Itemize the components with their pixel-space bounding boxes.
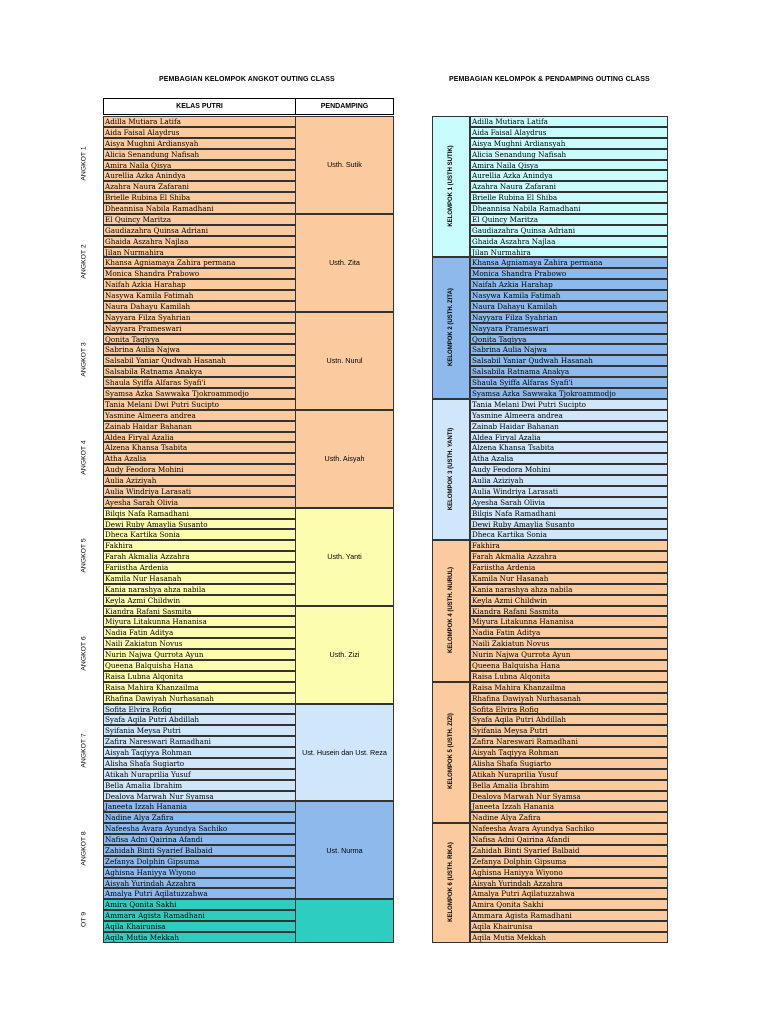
pendamping-block [295,508,394,606]
student-name-cell: Naura Dahayu Kamilah [470,301,668,312]
student-name-cell: Nadine Alya Zafira [103,812,296,823]
student-name-cell: Aisya Mughni Ardiansyah [470,138,668,149]
student-name-cell: Kiandra Rafani Sasmita [470,606,668,617]
student-name-cell: Kamila Nur Hasanah [103,573,296,584]
student-name-cell: Nasywa Kamila Fatimah [103,290,296,301]
angkot-label: ANGKOT 6 [80,635,88,671]
student-name-cell: Aida Faisal Alaydrus [470,127,668,138]
student-name-cell: Alisha Shafa Sugiarto [470,758,668,769]
pendamping-block [295,214,394,312]
student-name-cell: Dewi Ruby Amaylia Susanto [470,519,668,530]
student-name-cell: Zahidah Binti Syarief Balbaid [470,845,668,856]
student-name-cell: Kiandra Rafani Sasmita [103,606,296,617]
student-name-cell: Fakhira [470,540,668,551]
student-name-cell: Farah Akmalia Azzahra [470,551,668,562]
student-name-cell: Nafeesha Avara Ayundya Sachiko [103,823,296,834]
kelompok-label: KELOMPOK 4 (USTH. NURUL) [448,567,454,654]
student-name-cell: Amira Naila Qisya [103,160,296,171]
pendamping-block [295,899,394,943]
student-name-cell: Rhafina Dawiyah Nurhasanah [470,693,668,704]
student-name-cell: Miyura Litakunna Hananisa [470,616,668,627]
student-name-cell: Azahra Naura Zafarani [470,181,668,192]
pendamping-header: PENDAMPING [295,98,394,115]
student-name-cell: Miyura Litakunna Hananisa [103,616,296,627]
student-name-cell: Kamila Nur Hasanah [470,573,668,584]
left-table-title: PEMBAGIAN KELOMPOK ANGKOT OUTING CLASS [159,76,335,83]
student-name-cell: Aisyah Taqiyya Rohman [103,747,296,758]
student-name-cell: Brielle Rubina El Shiba [470,192,668,203]
student-name-cell: Aida Faisal Alaydrus [103,127,296,138]
student-name-cell: Aghisna Haniyya Wiyono [470,867,668,878]
student-name-cell: Nayyara Prameswari [470,323,668,334]
student-name-cell: Zefanya Dolphin Gipsuma [470,856,668,867]
student-name-cell: Dealova Marwah Nur Syamsa [470,791,668,802]
student-name-cell: Shaula Syiffa Alfaras Syafi'i [103,377,296,388]
student-name-cell: Brielle Rubina El Shiba [103,192,296,203]
student-name-cell: Bella Amalia Ibrahim [470,780,668,791]
angkot-label: ANGKOT 5 [80,538,88,573]
student-name-cell: Salsabila Ratnama Anakya [470,366,668,377]
student-name-cell: Naifah Azkia Harahap [470,279,668,290]
student-name-cell: Dheca Kartika Sonia [103,529,296,540]
student-name-cell: Raisa Lubna Alqonita [103,671,296,682]
student-name-cell: Atha Azalia [470,453,668,464]
student-name-cell: Nadia Fatin Aditya [103,627,296,638]
student-name-cell: Aldea Firyal Azalia [103,432,296,443]
angkot-label: ANGKOT 2 [80,244,88,279]
student-name-cell: Raisa Mahira Khanzailma [103,682,296,693]
student-name-cell: Alisha Shafa Sugiarto [103,758,296,769]
student-name-cell: Alzena Khansa Tsabita [103,442,296,453]
angkot-label: ANGKOT 4 [80,440,88,475]
student-name-cell: Aisyah Yurindah Azzahra [470,878,668,889]
student-name-cell: Adilla Mutiara Latifa [470,116,668,127]
pendamping-block [295,116,394,214]
student-name-cell: Ammara Agista Ramadhani [470,910,668,921]
student-name-cell: Nurin Najwa Qurrota Ayun [470,649,668,660]
pendamping-name: Usth. Zita [329,258,360,268]
student-name-cell: Ghaida Aszahra Najlaa [103,236,296,247]
student-name-cell: Zefanya Dolphin Gipsuma [103,856,296,867]
student-name-cell: Aisyah Taqiyya Rohman [470,747,668,758]
student-name-cell: Gaudiazahra Quinsa Adriani [103,225,296,236]
student-name-cell: Ammara Agista Ramadhani [103,910,296,921]
student-name-cell: Jilan Nurmahira [103,247,296,258]
pendamping-block [295,606,394,704]
pendamping-block [295,312,394,410]
student-name-cell: Alicia Senandung Nafisah [470,149,668,160]
student-name-cell: Amira Naila Qisya [470,160,668,171]
angkot-label: ANGKOT 3 [80,342,88,377]
student-name-cell: Syifania Meysa Putri [470,725,668,736]
student-name-cell: Kania narashya ahza nabila [470,584,668,595]
angkot-label: ANGKOT 7 [80,733,88,769]
student-name-cell: Nayyara Filza Syahrian [103,312,296,323]
student-name-cell: Gaudiazahra Quinsa Adriani [470,225,668,236]
student-name-cell: Tania Melani Dwi Putri Sucipto [470,399,668,410]
student-name-cell: Monica Shandra Prabowo [103,268,296,279]
pendamping-block [295,704,394,802]
student-name-cell: Amira Qonita Sakhi [103,899,296,910]
student-name-cell: Fariistha Ardenia [103,562,296,573]
student-name-cell: Zahidah Binti Syarief Balbaid [103,845,296,856]
student-name-cell: Ghaida Aszahra Najlaa [470,236,668,247]
student-name-cell: Zafira Nareswari Ramadhani [470,736,668,747]
student-name-cell: Tania Melani Dwi Putri Sucipto [103,399,296,410]
angkot-label: ANGKOT 8 [80,831,88,867]
student-name-cell: Aqila Khairunisa [470,921,668,932]
kelas-putri-header: KELAS PUTRI [103,98,296,115]
pendamping-name: Usth. Yanti [327,552,362,562]
student-name-cell: Aqila Mutia Mekkah [470,932,668,943]
student-name-cell: Nurin Najwa Qurrota Ayun [103,649,296,660]
student-name-cell: Nasywa Kamila Fatimah [470,290,668,301]
student-name-cell: Raisa Lubna Alqonita [470,671,668,682]
student-name-cell: Ayesha Sarah Olivia [103,497,296,508]
student-name-cell: Aulia Aziziyah [470,475,668,486]
student-name-cell: Syafa Aqila Putri Abdillah [470,714,668,725]
student-name-cell: Keyla Azmi Childwin [470,595,668,606]
student-name-cell: Kania narashya ahza nabila [103,584,296,595]
student-name-cell: Nafisa Adni Qairina Afandi [470,834,668,845]
student-name-cell: Queena Balquisha Hana [470,660,668,671]
kelompok-label: KELOMPOK 1 (USTH SUTIK) [448,145,454,227]
student-name-cell: Qonita Taqiyya [470,334,668,345]
pendamping-name: Usth. Zizi [329,650,360,660]
pendamping-name: Ust. Husein dan Ust. Reza [302,747,387,757]
student-name-cell: Yasmine Almeera andrea [470,410,668,421]
student-name-cell: Shaula Syiffa Alfaras Syafi'i [470,377,668,388]
student-name-cell: Queena Balquisha Hana [103,660,296,671]
student-name-cell: Audy Feodora Mohini [103,464,296,475]
student-name-cell: Janeeta Izzah Hanania [103,801,296,812]
student-name-cell: Janeeta Izzah Hanania [470,801,668,812]
student-name-cell: Yasmine Almeera andrea [103,410,296,421]
student-name-cell: Aulia Windriya Larasati [103,486,296,497]
student-name-cell: Naifah Azkia Harahap [103,279,296,290]
student-name-cell: Alzena Khansa Tsabita [470,442,668,453]
student-name-cell: Keyla Azmi Childwin [103,595,296,606]
student-name-cell: Aqila Mutia Mekkah [103,932,296,943]
student-name-cell: Syamsa Azka Sawwaka Tjokroammodjo [103,388,296,399]
pendamping-block [295,801,394,899]
student-name-cell: Dheannisa Nabila Ramadhani [103,203,296,214]
student-name-cell: Khansa Agniamaya Zahira permana [103,257,296,268]
student-name-cell: Jilan Nurmahira [470,247,668,258]
student-name-cell: Atha Azalia [103,453,296,464]
student-name-cell: Alicia Senandung Nafisah [103,149,296,160]
pendamping-name: Ustn. Nurul [326,356,363,366]
student-name-cell: Syafa Aqila Putri Abdillah [103,714,296,725]
student-name-cell: Amalya Putri Aqilatuzzahwa [470,888,668,899]
pendamping-name: Ust. Nurma [326,845,363,855]
student-name-cell: Adilla Mutiara Latifa [103,116,296,127]
student-name-cell: Aisya Mughni Ardiansyah [103,138,296,149]
student-name-cell: Nafeesha Avara Ayundya Sachiko [470,823,668,834]
student-name-cell: Nadia Fatin Aditya [470,627,668,638]
student-name-cell: Qonita Taqiyya [103,334,296,345]
pendamping-name: Usth. Sutik [327,160,362,170]
student-name-cell: Dealova Marwah Nur Syamsa [103,791,296,802]
student-name-cell: Dheannisa Nabila Ramadhani [470,203,668,214]
student-name-cell: Bella Amalia Ibrahim [103,780,296,791]
student-name-cell: Amalya Putri Aqilatuzzahwa [103,888,296,899]
student-name-cell: Rhafina Dawiyah Nurhasanah [103,693,296,704]
student-name-cell: Syifania Meysa Putri [103,725,296,736]
student-name-cell: Farah Akmalia Azzahra [103,551,296,562]
student-name-cell: Dheca Kartika Sonia [470,529,668,540]
student-name-cell: Nayyara Prameswari [103,323,296,334]
student-name-cell: Aulia Windriya Larasati [470,486,668,497]
right-table-title: PEMBAGIAN KELOMPOK & PENDAMPING OUTING CLASS [449,76,650,83]
student-name-cell: Nadine Alya Zafira [470,812,668,823]
student-name-cell: El Quincy Maritza [103,214,296,225]
kelompok-label: KELOMPOK 6 (USTH. RIKA) [448,842,454,922]
pendamping-name: Usth. Aisyah [324,454,365,464]
student-name-cell: Amira Qonita Sakhi [470,899,668,910]
kelompok-label: KELOMPOK 5 (USTH. ZIZI) [448,713,454,790]
student-name-cell: Zainab Haidar Bahanan [470,421,668,432]
student-name-cell: Zafira Nareswari Ramadhani [103,736,296,747]
student-name-cell: Sabrina Aulia Najwa [103,344,296,355]
student-name-cell: Nayyara Filza Syahrian [470,312,668,323]
student-name-cell: Salsabil Yaniar Qudwah Hasanah [103,355,296,366]
student-name-cell: Khansa Agniamaya Zahira permana [470,257,668,268]
student-name-cell: Bilqis Nafa Ramadhani [103,508,296,519]
student-name-cell: Naili Zakiatun Novus [470,638,668,649]
student-name-cell: Aldea Firyal Azalia [470,432,668,443]
student-name-cell: Zainab Haidar Bahanan [103,421,296,432]
student-name-cell: Raisa Mahira Khanzailma [470,682,668,693]
kelompok-label: KELOMPOK 2 (USTH. ZITA) [448,288,454,367]
student-name-cell: Azahra Naura Zafarani [103,181,296,192]
student-name-cell: Aulia Aziziyah [103,475,296,486]
student-name-cell: Salsabil Yaniar Qudwah Hasanah [470,355,668,366]
student-name-cell: Fakhira [103,540,296,551]
student-name-cell: Sofita Elvira Rofiq [103,704,296,715]
student-name-cell: Monica Shandra Prabowo [470,268,668,279]
student-name-cell: Fariistha Ardenia [470,562,668,573]
student-name-cell: Salsabila Ratnama Anakya [103,366,296,377]
student-name-cell: Aurellia Azka Anindya [470,170,668,181]
student-name-cell: Sofita Elvira Rofiq [470,704,668,715]
student-name-cell: Atikah Nuraprilia Yusuf [103,769,296,780]
angkot-label: OT 9 [80,912,88,928]
student-name-cell: El Quincy Maritza [470,214,668,225]
student-name-cell: Dewi Ruby Amaylia Susanto [103,519,296,530]
student-name-cell: Naili Zakiatun Novus [103,638,296,649]
student-name-cell: Audy Feodora Mohini [470,464,668,475]
student-name-cell: Aqila Khairunisa [103,921,296,932]
pendamping-block [295,410,394,508]
student-name-cell: Aurellia Azka Anindya [103,170,296,181]
student-name-cell: Bilqis Nafa Ramadhani [470,508,668,519]
student-name-cell: Aisyah Yurindah Azzahra [103,878,296,889]
student-name-cell: Atikah Nuraprilia Yusuf [470,769,668,780]
angkot-label: ANGKOT 1 [80,146,88,181]
student-name-cell: Syamsa Azka Sawwaka Tjokroammodjo [470,388,668,399]
student-name-cell: Ayesha Sarah Olivia [470,497,668,508]
student-name-cell: Sabrina Aulia Najwa [470,344,668,355]
student-name-cell: Naura Dahayu Kamilah [103,301,296,312]
student-name-cell: Nafisa Adni Qairina Afandi [103,834,296,845]
kelompok-label: KELOMPOK 3 (USTH. YANTI) [448,427,454,510]
student-name-cell: Aghisna Haniyya Wiyono [103,867,296,878]
